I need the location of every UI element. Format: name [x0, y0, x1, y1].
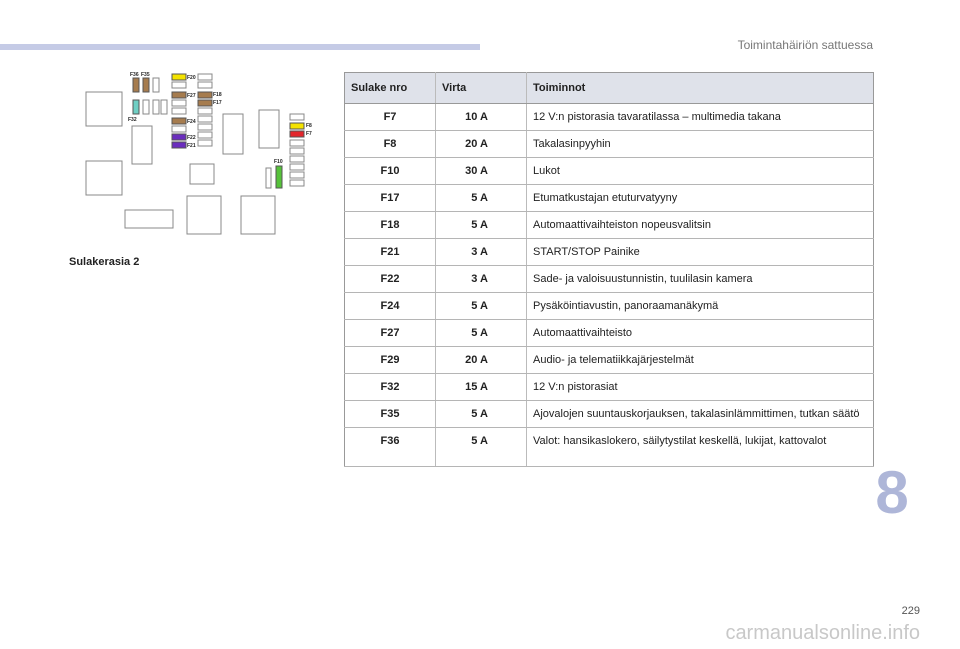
fuse-table — [344, 72, 874, 467]
table-row — [345, 347, 874, 374]
fuse-amperage: 20 A — [436, 347, 527, 374]
fuse-number: F7 — [345, 104, 436, 131]
fuse-function: Sade- ja valoisuustunnistin, tuulilasin kamera — [527, 266, 874, 293]
fuse-amperage: 30 A — [436, 158, 527, 185]
fuse-table-header — [345, 73, 874, 104]
fuse-amperage: 5 A — [436, 320, 527, 347]
fuse-function: Pysäköintiavustin, panoraamanäkymä — [527, 293, 874, 320]
fuse-amperage: 5 A — [436, 428, 527, 467]
fuse-number: F27 — [345, 320, 436, 347]
fuse-box-illustration — [78, 66, 338, 246]
table-row — [345, 266, 874, 293]
fuse-amperage: 5 A — [436, 185, 527, 212]
fuse-number: F36 — [345, 428, 436, 467]
table-row — [345, 374, 874, 401]
fuse-amperage: 3 A — [436, 239, 527, 266]
table-row — [345, 293, 874, 320]
fuse-amperage: 15 A — [436, 374, 527, 401]
svg-text:F35: F35 — [141, 72, 150, 78]
svg-text:F24: F24 — [187, 119, 196, 125]
svg-text:F17: F17 — [213, 100, 222, 106]
watermark: carmanualsonline.info — [725, 622, 920, 644]
table-row — [345, 131, 874, 158]
chapter-number: 8 — [875, 459, 909, 526]
svg-text:F18: F18 — [213, 92, 222, 98]
svg-text:F36: F36 — [130, 72, 139, 78]
table-row — [345, 104, 874, 131]
svg-text:F32: F32 — [128, 117, 137, 123]
table-row — [345, 158, 874, 185]
fuse-function: Lukot — [527, 158, 874, 185]
fuse-amperage: 5 A — [436, 293, 527, 320]
fuse-function: Automaattivaihteisto — [527, 320, 874, 347]
col-header-virta: Virta — [436, 73, 527, 104]
fuse-number: F21 — [345, 239, 436, 266]
fuse-function: Automaattivaihteiston nopeusvalitsin — [527, 212, 874, 239]
svg-text:F10: F10 — [274, 159, 283, 165]
fuse-number: F10 — [345, 158, 436, 185]
fuse-function: Takalasinpyyhin — [527, 131, 874, 158]
table-row — [345, 320, 874, 347]
col-header-toiminnot: Toiminnot — [527, 73, 874, 104]
fuse-number: F29 — [345, 347, 436, 374]
table-row — [345, 212, 874, 239]
fuse-function: Audio- ja telematiikkajärjestelmät — [527, 347, 874, 374]
fuse-function: START/STOP Painike — [527, 239, 874, 266]
diagram-caption: Sulakerasia 2 — [69, 256, 140, 268]
col-header-nro: Sulake nro — [345, 73, 436, 104]
table-row — [345, 185, 874, 212]
fuse-amperage: 20 A — [436, 131, 527, 158]
fuse-number: F17 — [345, 185, 436, 212]
fuse-number: F8 — [345, 131, 436, 158]
svg-text:F7: F7 — [306, 131, 312, 137]
section-title: Toimintahäiriön sattuessa — [737, 38, 873, 52]
fuse-amperage: 5 A — [436, 212, 527, 239]
table-row — [345, 428, 874, 467]
page-number: 229 — [901, 605, 920, 617]
table-row — [345, 239, 874, 266]
fuse-number: F24 — [345, 293, 436, 320]
header-accent-bar — [0, 44, 480, 50]
fuse-function: 12 V:n pistorasia tavaratilassa – multimedia takana — [527, 104, 874, 131]
fuse-box-diagram — [78, 66, 338, 246]
svg-text:F8: F8 — [306, 123, 312, 129]
svg-text:F21: F21 — [187, 143, 196, 149]
svg-text:F22: F22 — [187, 135, 196, 141]
fuse-function: Ajovalojen suuntauskorjauksen, takalasinlämmittimen, tutkan säätö — [527, 401, 874, 428]
fuse-amperage: 5 A — [436, 401, 527, 428]
fuse-number: F35 — [345, 401, 436, 428]
fuse-number: F18 — [345, 212, 436, 239]
fuse-number: F32 — [345, 374, 436, 401]
fuse-amperage: 3 A — [436, 266, 527, 293]
fuse-table-body — [345, 104, 874, 467]
fuse-number: F22 — [345, 266, 436, 293]
fuse-function: 12 V:n pistorasiat — [527, 374, 874, 401]
fuse-function: Valot: hansikaslokero, säilytystilat keskellä, lukijat, kattovalot — [527, 428, 874, 467]
fuse-amperage: 10 A — [436, 104, 527, 131]
table-row — [345, 401, 874, 428]
svg-text:F20: F20 — [187, 75, 196, 81]
fuse-function: Etumatkustajan etuturvatyyny — [527, 185, 874, 212]
svg-text:F27: F27 — [187, 93, 196, 99]
